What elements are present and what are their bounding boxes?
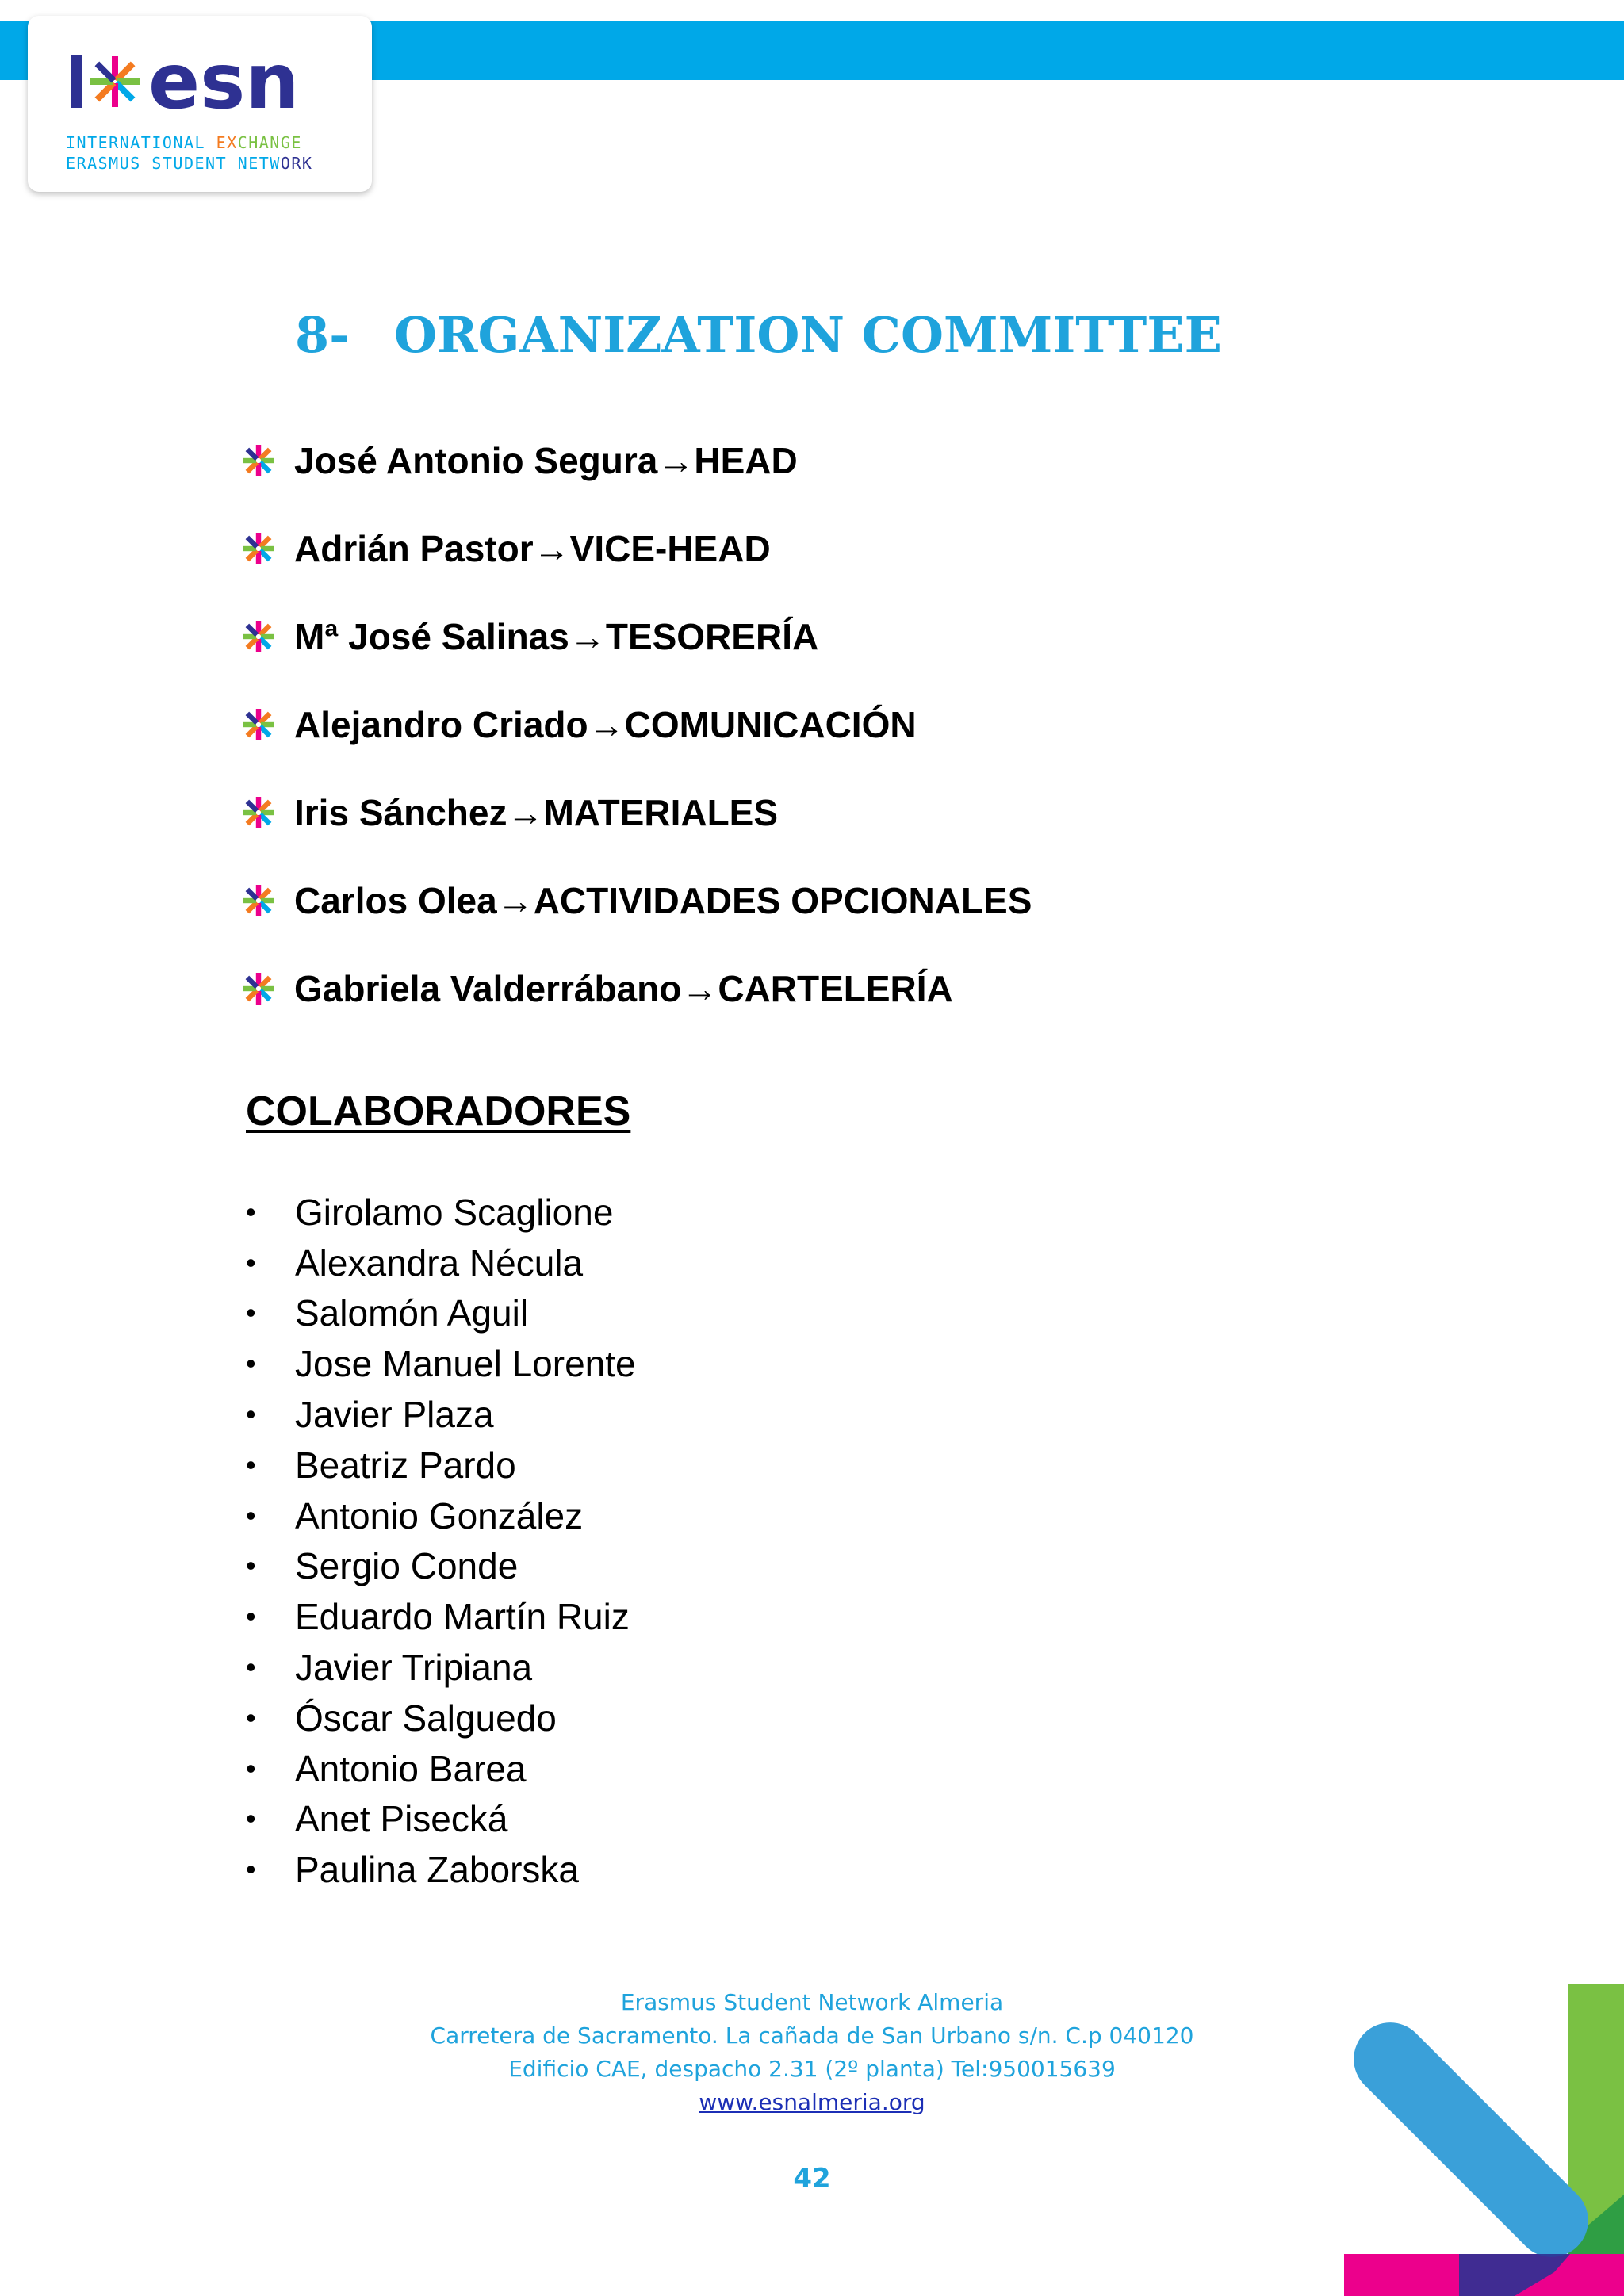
bullet-icon: •: [246, 1651, 256, 1684]
committee-member: José Antonio Segura → HEAD: [242, 416, 1032, 504]
list-item: • Beatriz Pardo: [246, 1444, 516, 1486]
arrow-icon: →: [588, 703, 625, 745]
list-item: • Eduardo Martín Ruiz: [246, 1596, 630, 1638]
list-item: • Antonio Barea: [246, 1747, 527, 1789]
esn-logo-text: esn: [148, 38, 300, 125]
footer-office: Edificio CAE, despacho 2.31 (2º planta) Tel:950015639: [508, 2056, 1116, 2082]
list-item: • Antonio González: [246, 1494, 584, 1536]
bullet-icon: •: [246, 1549, 256, 1582]
colaboradores-heading: COLABORADORES: [246, 1089, 631, 1135]
arrow-icon: →: [507, 791, 544, 833]
committee-list: [242, 416, 1032, 1032]
bullet-icon: •: [246, 1246, 256, 1279]
list-item: • Javier Tripiana: [246, 1647, 533, 1689]
colaboradores-list: [246, 1187, 636, 1895]
logo-tagline-2: ERASMUS STUDENT NETWORK: [66, 154, 313, 173]
bullet-icon: •: [246, 1448, 256, 1481]
committee-member: Iris Sánchez → MATERIALES: [242, 768, 1032, 856]
list-item: • Jose Manuel Lorente: [246, 1343, 636, 1385]
list-item: • Javier Plaza: [246, 1394, 494, 1436]
committee-member: Mª José Salinas → TESORERÍA: [242, 592, 1032, 680]
list-item: • Anet Pisecká: [246, 1798, 508, 1840]
esn-star-icon: [242, 708, 275, 741]
arrow-icon: →: [569, 615, 606, 657]
section-title: [295, 306, 1222, 364]
committee-member: Adrián Pastor → VICE-HEAD: [242, 504, 1032, 592]
esn-logo: [28, 16, 372, 192]
committee-member: Alejandro Criado → COMUNICACIÓN: [242, 680, 1032, 768]
section-title-text: ORGANIZATION COMMITTEE: [394, 306, 1222, 364]
esn-star-icon: [242, 884, 275, 917]
esn-star-icon: [242, 796, 275, 829]
footer-address: Carretera de Sacramento. La cañada de San Urbano s/n. C.p 040120: [430, 2022, 1194, 2049]
list-item: • Sergio Conde: [246, 1545, 519, 1587]
bullet-icon: •: [246, 1853, 256, 1886]
arrow-icon: →: [533, 527, 570, 569]
corner-decoration: [1340, 1980, 1624, 2296]
list-item: • Paulina Zaborska: [246, 1849, 579, 1891]
bullet-icon: •: [246, 1296, 256, 1330]
committee-member: Carlos Olea → ACTIVIDADES OPCIONALES: [242, 856, 1032, 944]
footer-website-link[interactable]: www.esnalmeria.org: [699, 2089, 925, 2115]
esn-star-icon: [242, 444, 275, 477]
arrow-icon: →: [681, 967, 718, 1009]
section-number: 8-: [295, 306, 350, 364]
bullet-icon: •: [246, 1195, 256, 1228]
esn-star-icon: [242, 620, 275, 653]
list-item: • Óscar Salguedo: [246, 1697, 557, 1739]
bullet-icon: •: [246, 1802, 256, 1835]
arrow-icon: →: [657, 439, 695, 481]
bullet-icon: •: [246, 1701, 256, 1734]
list-item: • Salomón Aguil: [246, 1292, 529, 1334]
bullet-icon: •: [246, 1347, 256, 1380]
esn-logo-mark: [66, 38, 335, 125]
bullet-icon: •: [246, 1600, 256, 1633]
list-item: • Girolamo Scaglione: [246, 1191, 614, 1233]
bullet-icon: •: [246, 1751, 256, 1785]
logo-tagline-1: INTERNATIONAL EXCHANGE: [66, 133, 302, 152]
footer-org-name: Erasmus Student Network Almeria: [620, 1989, 1004, 2015]
committee-member: Gabriela Valderrábano → CARTELERÍA: [242, 944, 1032, 1032]
list-item: • Alexandra Nécula: [246, 1242, 584, 1284]
esn-star-icon: [242, 532, 275, 565]
esn-star-icon: [242, 972, 275, 1005]
bullet-icon: •: [246, 1498, 256, 1532]
page-number: 42: [793, 2163, 831, 2195]
arrow-icon: →: [496, 879, 534, 921]
bullet-icon: •: [246, 1398, 256, 1431]
